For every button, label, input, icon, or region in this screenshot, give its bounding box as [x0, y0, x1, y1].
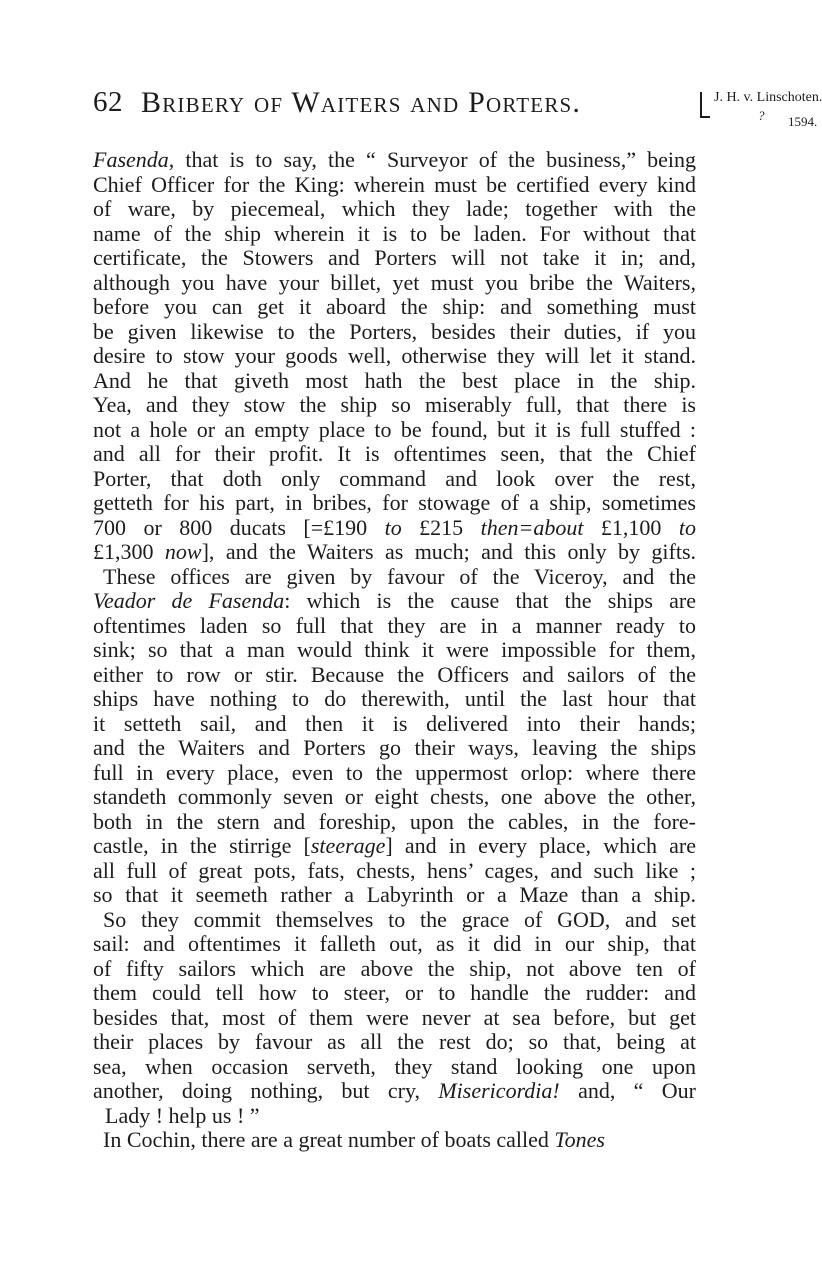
text-line [93, 932, 696, 957]
text-line [93, 614, 696, 639]
reference-query-mark: ? [758, 108, 765, 123]
text-segment: sink; so that a man would think it were impossible for them, [93, 637, 696, 662]
text-segment: although you have your billet, yet must you bribe the Waiters, [93, 269, 696, 295]
text-segment: both in the stern and foreship, upon the cables, in the fore- [93, 808, 696, 834]
text-line [93, 589, 696, 614]
text-line [93, 834, 696, 859]
text-line [93, 908, 696, 933]
text-segment: ], and the Waiters as much; and this only by gifts. [201, 539, 697, 564]
italic-text: now [164, 539, 202, 564]
text-segment: of ware, by piecemeal, which they lade; together with the [93, 196, 696, 221]
text-line [93, 516, 696, 541]
text-segment: so that it seemeth rather a Labyrinth or a Maze than a ship. [93, 882, 696, 907]
text-line [93, 957, 696, 982]
text-segment: that is to say, the “ Surveyor of the business,” being [174, 147, 696, 172]
text-segment: not a hole or an empty place to be found, but it is full stuffed : [93, 416, 696, 442]
text-segment: ] and in every place, which are [385, 833, 696, 858]
text-segment: oftentimes laden so full that they are in a manner ready to [93, 612, 696, 638]
text-segment: castle, in the stirrige [ [93, 833, 311, 858]
text-line [93, 638, 696, 663]
text-line [93, 467, 696, 492]
reference-year: 1594. [788, 114, 818, 129]
text-segment: £1,100 [583, 514, 679, 540]
text-segment: besides that, most of them were never at sea before, but get [93, 1004, 696, 1030]
text-line [93, 393, 696, 418]
italic-text: Misericordia! [438, 1078, 560, 1103]
text-line [93, 663, 696, 688]
text-segment: Lady ! help us ! ” [105, 1102, 260, 1128]
text-line [93, 1079, 696, 1104]
text-segment: and the Waiters and Porters go their ways, leaving the ships [93, 735, 696, 760]
italic-text: to [384, 514, 402, 540]
text-line [93, 785, 696, 810]
text-segment: standeth commonly seven or eight chests, one above the other, [93, 784, 696, 809]
text-segment: them could tell how to steer, or to handle the rudder: and [93, 980, 696, 1005]
text-segment: desire to stow your goods well, otherwise they will let it stand. [93, 343, 696, 368]
margin-reference [700, 88, 822, 134]
italic-text: Fasenda, [93, 147, 175, 172]
italic-text: Tones [554, 1127, 605, 1152]
text-line [93, 418, 696, 443]
text-line [93, 173, 696, 198]
text-segment: Porter, that doth only command and look over the rest, [93, 465, 696, 491]
text-line [93, 1128, 696, 1153]
text-segment: getteth for his part, in bribes, for stowage of a ship, sometimes [93, 490, 696, 515]
text-line [93, 1030, 696, 1055]
text-line [93, 1104, 696, 1129]
text-line [93, 1055, 696, 1080]
text-segment: their places by favour as all the rest do; so that, being at [93, 1029, 696, 1054]
text-line [93, 1006, 696, 1031]
text-segment: sea, when occasion serveth, they stand looking one upon [93, 1053, 696, 1079]
text-line [93, 491, 696, 516]
text-segment: either to row or stir. Because the Officers and sailors of the [93, 661, 696, 687]
text-segment: So they commit themselves to the grace of GOD, and set [103, 906, 696, 932]
text-line [93, 197, 696, 222]
page-number: 62 [93, 86, 123, 118]
italic-text: then=about [480, 514, 584, 540]
text-segment: £215 [401, 514, 481, 540]
italic-text: steerage [310, 833, 386, 858]
text-segment: 700 or 800 ducats [=£190 [93, 514, 385, 540]
text-segment: sail: and oftentimes it falleth out, as it did in our ship, that [93, 931, 696, 956]
text-segment: another, doing nothing, but cry, [93, 1078, 439, 1103]
text-line [93, 981, 696, 1006]
text-segment: £1,300 [93, 539, 165, 564]
page-header [93, 84, 822, 136]
text-segment: : which is the cause that the ships are [284, 588, 696, 613]
text-line [93, 736, 696, 761]
text-segment: name of the ship wherein it is to be laden. For without that [93, 220, 696, 246]
text-segment: full in every place, even to the uppermost orlop: where there [93, 759, 696, 785]
text-segment: be given likewise to the Porters, besides their duties, if you [93, 318, 696, 344]
text-segment: and, “ Our [559, 1078, 696, 1103]
reference-bracket [700, 92, 710, 118]
text-line [93, 565, 696, 590]
text-segment: it setteth sail, and then it is delivered into their hands; [93, 710, 696, 736]
text-line [93, 540, 696, 565]
text-segment: all full of great pots, fats, chests, hens’ cages, and such like ; [93, 857, 696, 883]
text-line [93, 222, 696, 247]
text-line [93, 883, 696, 908]
text-segment: before you can get it aboard the ship: and something must [93, 294, 696, 319]
text-line [93, 295, 696, 320]
text-line [93, 271, 696, 296]
text-segment: certificate, the Stowers and Porters will not take it in; and, [93, 245, 696, 270]
text-line [93, 859, 696, 884]
text-line [93, 761, 696, 786]
text-line [93, 712, 696, 737]
running-title: Bribery of Waiters and Porters. [141, 86, 582, 119]
text-segment: of fifty sailors which are above the ship, not above ten of [93, 955, 696, 981]
reference-author: J. H. v. Linschoten. [714, 90, 822, 105]
text-segment: In Cochin, there are a great number of boats called [103, 1127, 555, 1152]
italic-text: Veador de Fasenda [93, 588, 285, 613]
text-segment: These offices are given by favour of the Viceroy, and the [103, 563, 696, 589]
text-segment: ships have nothing to do therewith, until the last hour that [93, 686, 696, 711]
text-line [93, 442, 696, 467]
text-line [93, 369, 696, 394]
text-segment: and all for their profit. It is oftentimes seen, that the Chief [93, 441, 696, 466]
italic-text: to [678, 514, 697, 540]
text-line [93, 246, 696, 271]
text-segment: Yea, and they stow the ship so miserably full, that there is [93, 392, 696, 417]
text-line [93, 320, 696, 345]
text-line [93, 148, 696, 173]
text-segment: Chief Officer for the King: wherein must be certified every kind [93, 171, 696, 197]
text-line [93, 810, 696, 835]
text-segment: And he that giveth most hath the best place in the ship. [93, 367, 696, 393]
body-text [93, 148, 696, 1153]
text-line [93, 344, 696, 369]
text-line [93, 687, 696, 712]
